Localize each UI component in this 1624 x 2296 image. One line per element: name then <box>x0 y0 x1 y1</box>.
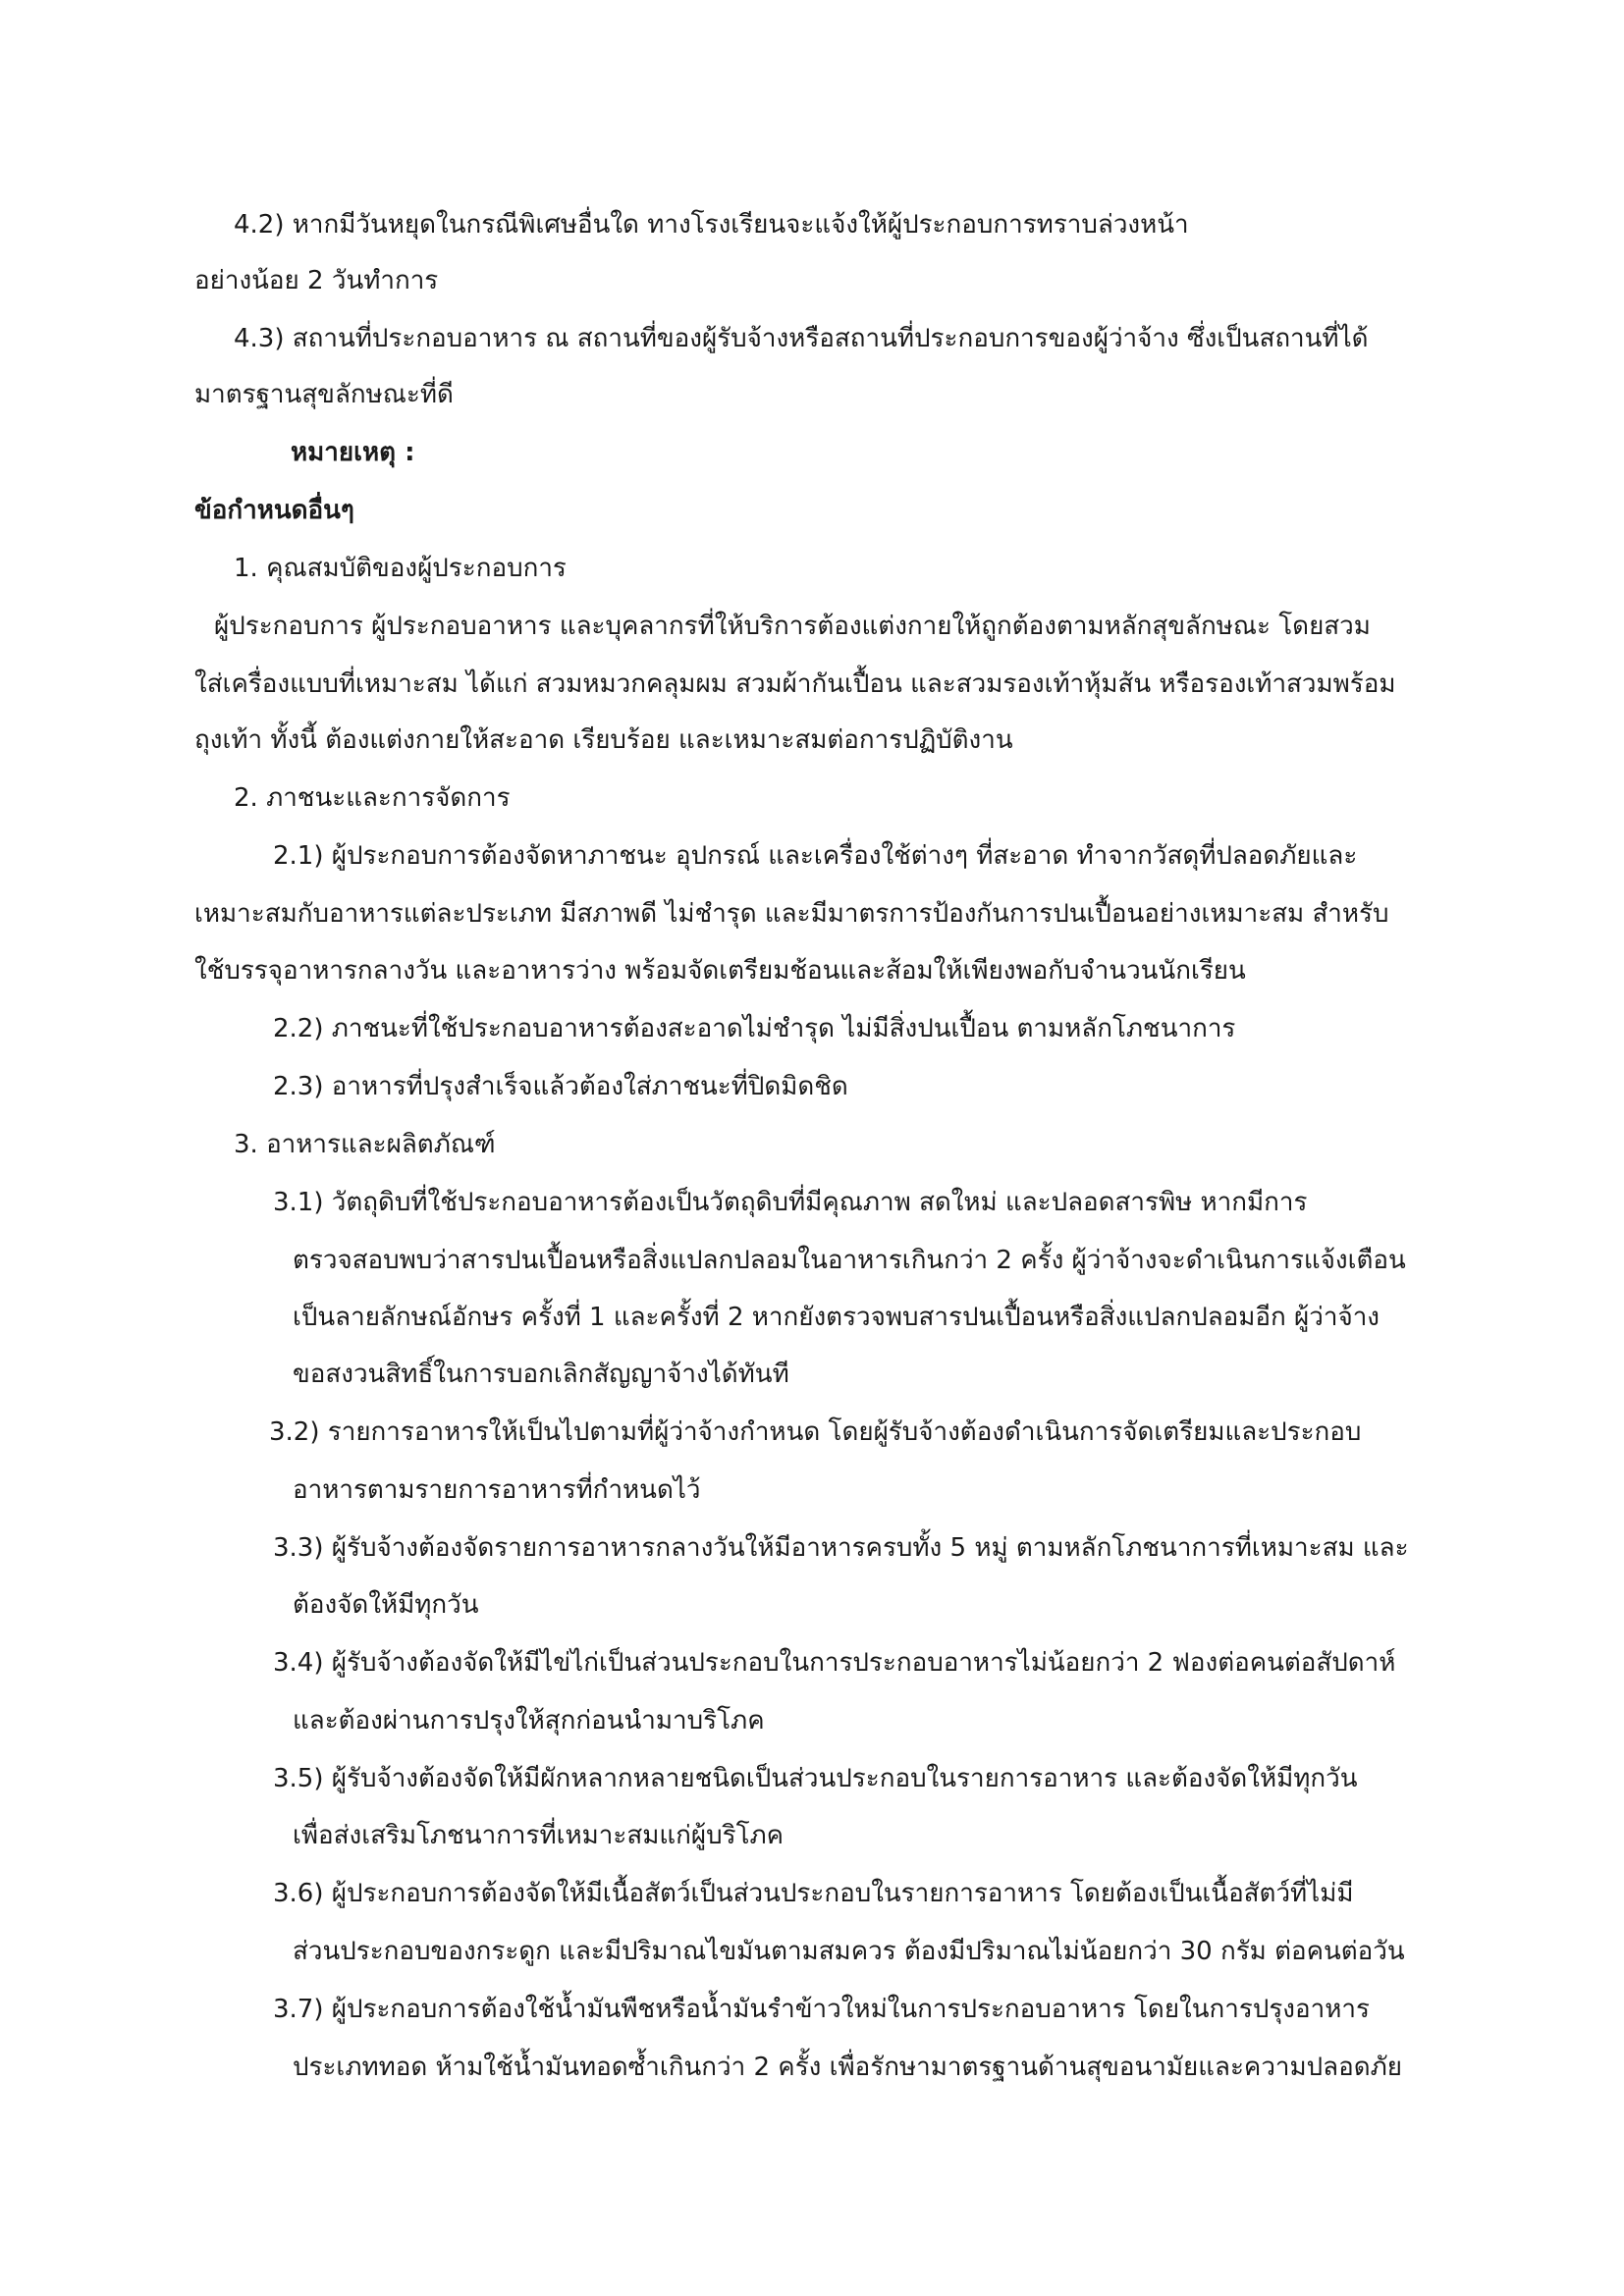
clause-4-2-line-2: อย่างน้อย 2 วันทำการ <box>194 266 439 295</box>
item-3-4-line-2: และต้องผ่านการปรุงให้สุกก่อนนำมาบริโภค <box>293 1706 765 1735</box>
item-1-line-2: ใส่เครื่องแบบที่เหมาะสม ได้แก่ สวมหมวกคลุมผม สวมผ้ากันเปื้อน และสวมรองเท้าหุ้มส้น หรือรองเท้าสวมพร้อม <box>194 669 1396 699</box>
item-1-title: 1. คุณสมบัติของผู้ประกอบการ <box>234 554 567 583</box>
item-3-3-line-2: ต้องจัดให้มีทุกวัน <box>293 1590 479 1620</box>
item-3-3-line-1: 3.3) ผู้รับจ้างต้องจัดรายการอาหารกลางวันให้มีอาหารครบทั้ง 5 หมู่ ตามหลักโภชนาการที่เหมาะสม และ <box>273 1533 1409 1563</box>
item-1-line-3: ถุงเท้า ทั้งนี้ ต้องแต่งกายให้สะอาด เรียบร้อย และเหมาะสมต่อการปฏิบัติงาน <box>194 725 1013 755</box>
item-2-3: 2.3) อาหารที่ปรุงสำเร็จแล้วต้องใส่ภาชนะที่ปิดมิดชิด <box>273 1072 848 1101</box>
item-2-1-line-2: เหมาะสมกับอาหารแต่ละประเภท มีสภาพดี ไม่ชำรุด และมีมาตรการป้องกันการปนเปื้อนอย่างเหมาะสม สำหรับ <box>194 899 1389 929</box>
item-3-5-line-2: เพื่อส่งเสริมโภชนาการที่เหมาะสมแก่ผู้บริโภค <box>293 1821 785 1850</box>
item-2-1-line-1: 2.1) ผู้ประกอบการต้องจัดหาภาชนะ อุปกรณ์ และเครื่องใช้ต่างๆ ที่สะอาด ทำจากวัสดุที่ปลอดภัยและ <box>273 841 1358 871</box>
item-1-line-1: ผู้ประกอบการ ผู้ประกอบอาหาร และบุคลากรที่ให้บริการต้องแต่งกายให้ถูกต้องตามหลักสุขลักษณะ โดยสวม <box>214 612 1371 641</box>
item-3-1-line-2: ตรวจสอบพบว่าสารปนเปื้อนหรือสิ่งแปลกปลอมในอาหารเกินกว่า 2 ครั้ง ผู้ว่าจ้างจะดำเนินการแจ้งเตือน <box>293 1246 1406 1275</box>
clause-4-3-line-2: มาตรฐานสุขลักษณะที่ดี <box>194 380 454 409</box>
note-label: หมายเหตุ : <box>291 438 415 467</box>
item-3-7-line-1: 3.7) ผู้ประกอบการต้องใช้น้ำมันพืชหรือน้ำมันรำข้าวใหม่ในการประกอบอาหาร โดยในการปรุงอาหาร <box>273 1995 1370 2024</box>
item-3-2-line-2: อาหารตามรายการอาหารที่กำหนดไว้ <box>293 1475 701 1505</box>
item-3-1-line-4: ขอสงวนสิทธิ์ในการบอกเลิกสัญญาจ้างได้ทันที <box>293 1360 789 1389</box>
item-3-6-line-1: 3.6) ผู้ประกอบการต้องจัดให้มีเนื้อสัตว์เป็นส่วนประกอบในรายการอาหาร โดยต้องเป็นเนื้อสัตว์ที่ไม่มี <box>273 1879 1354 1908</box>
clause-4-2-line-1: 4.2) หากมีวันหยุดในกรณีพิเศษอื่นใด ทางโรงเรียนจะแจ้งให้ผู้ประกอบการทราบล่วงหน้า <box>234 210 1189 240</box>
item-3-7-line-2: ประเภททอด ห้ามใช้น้ำมันทอดซ้ำเกินกว่า 2 ครั้ง เพื่อรักษามาตรฐานด้านสุขอนามัยและความปลอดภัย <box>293 2053 1402 2082</box>
item-3-2-line-1: 3.2) รายการอาหารให้เป็นไปตามที่ผู้ว่าจ้างกำหนด โดยผู้รับจ้างต้องดำเนินการจัดเตรียมและประกอบ <box>269 1417 1362 1447</box>
item-3-5-line-1: 3.5) ผู้รับจ้างต้องจัดให้มีผักหลากหลายชนิดเป็นส่วนประกอบในรายการอาหาร และต้องจัดให้มีทุกวัน <box>273 1764 1358 1793</box>
item-3-1-line-1: 3.1) วัตถุดิบที่ใช้ประกอบอาหารต้องเป็นวัตถุดิบที่มีคุณภาพ สดใหม่ และปลอดสารพิษ หากมีการ <box>273 1188 1308 1217</box>
item-2-1-line-3: ใช้บรรจุอาหารกลางวัน และอาหารว่าง พร้อมจัดเตรียมช้อนและส้อมให้เพียงพอกับจำนวนนักเรียน <box>194 956 1246 986</box>
item-3-6-line-2: ส่วนประกอบของกระดูก และมีปริมาณไขมันตามสมควร ต้องมีปริมาณไม่น้อยกว่า 30 กรัม ต่อคนต่อวัน <box>293 1937 1405 1966</box>
section-heading: ข้อกำหนดอื่นๆ <box>194 496 354 525</box>
clause-4-3-line-1: 4.3) สถานที่ประกอบอาหาร ณ สถานที่ของผู้รับจ้างหรือสถานที่ประกอบการของผู้ว่าจ้าง ซึ่งเป็นสถานที่ได้ <box>234 324 1369 353</box>
item-3-1-line-3: เป็นลายลักษณ์อักษร ครั้งที่ 1 และครั้งที่ 2 หากยังตรวจพบสารปนเปื้อนหรือสิ่งแปลกปลอมอีก ผู้ว่าจ้าง <box>293 1303 1380 1332</box>
item-3-title: 3. อาหารและผลิตภัณฑ์ <box>234 1130 496 1159</box>
item-3-4-line-1: 3.4) ผู้รับจ้างต้องจัดให้มีไข่ไก่เป็นส่วนประกอบในการประกอบอาหารไม่น้อยกว่า 2 ฟองต่อคนต่อสัปดาห์ <box>273 1648 1396 1678</box>
item-2-2: 2.2) ภาชนะที่ใช้ประกอบอาหารต้องสะอาดไม่ชำรุด ไม่มีสิ่งปนเปื้อน ตามหลักโภชนาการ <box>273 1014 1236 1043</box>
item-2-title: 2. ภาชนะและการจัดการ <box>234 783 511 813</box>
